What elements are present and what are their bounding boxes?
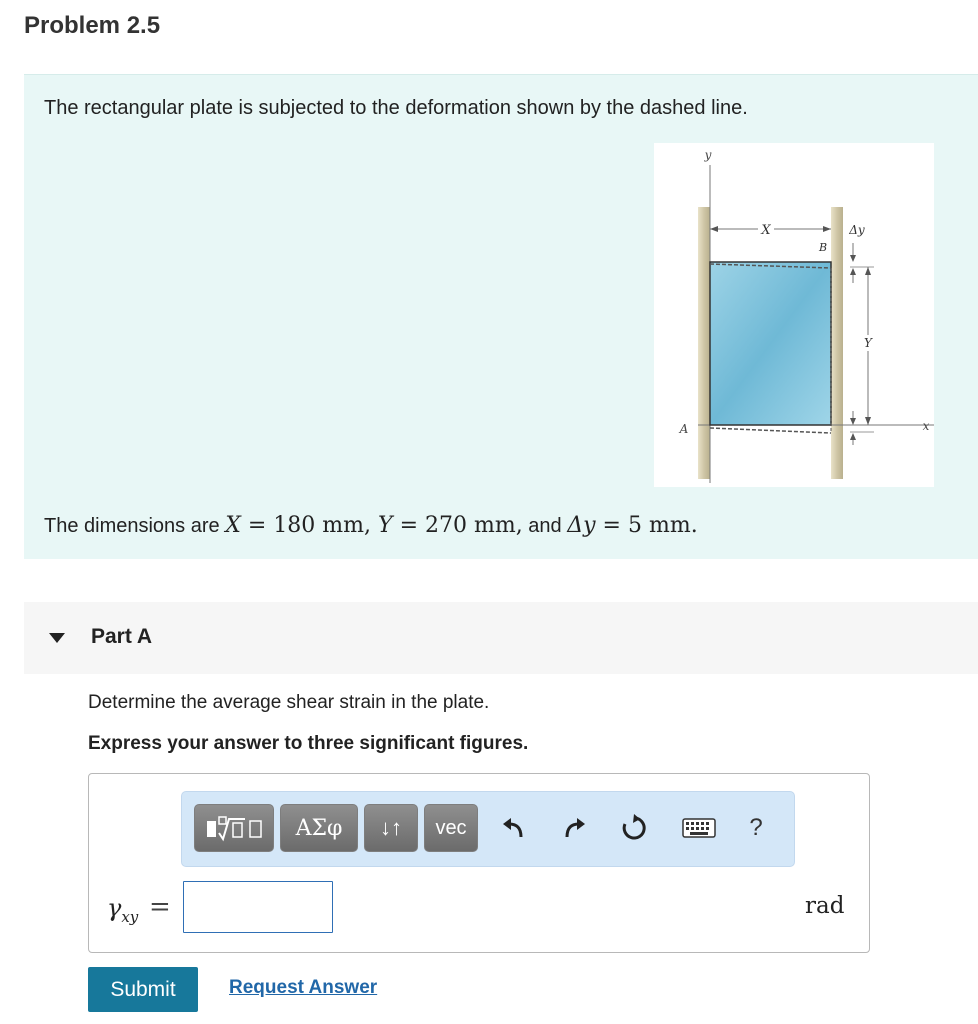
- problem-title: Problem 2.5: [24, 12, 161, 39]
- dims-math: X = 180 mm, Y = 270 mm,: [225, 513, 523, 538]
- label-Y: Y: [864, 336, 872, 350]
- part-a-header[interactable]: [24, 602, 978, 674]
- answer-input[interactable]: [183, 881, 333, 933]
- templates-icon: [203, 811, 265, 845]
- plate: [710, 262, 831, 425]
- label-y-axis: y: [704, 148, 712, 162]
- intro-text: The rectangular plate is subjected to the deformation shown by the dashed line.: [44, 97, 748, 119]
- request-answer-link[interactable]: Request Answer: [229, 977, 378, 998]
- undo-icon[interactable]: [496, 810, 532, 846]
- arrows-button[interactable]: ↓↑: [364, 804, 418, 852]
- help-icon[interactable]: ?: [749, 814, 763, 841]
- templates-button[interactable]: [194, 804, 274, 852]
- part-title: Part A: [91, 625, 153, 648]
- dimensions-text: The dimensions are X = 180 mm, Y = 270 mm, and Δy = 5 mm.: [44, 513, 698, 538]
- reset-icon[interactable]: [616, 810, 652, 846]
- right-wall: [831, 207, 843, 479]
- collapse-triangle-icon[interactable]: [48, 630, 66, 646]
- greek-symbols-button[interactable]: ΑΣφ: [280, 804, 358, 852]
- label-X: X: [761, 223, 771, 238]
- variable-label: $\gamma_{xy}$: [107, 894, 139, 926]
- label-B: B: [818, 241, 828, 254]
- plate-deformation-figure: [654, 143, 934, 487]
- deformed-bottom-edge: [710, 428, 831, 433]
- label-dy: Δy: [849, 223, 865, 237]
- problem-intro-panel: [24, 74, 978, 559]
- instruction-text: Express your answer to three significant figures.: [88, 733, 529, 754]
- vector-button[interactable]: vec: [424, 804, 478, 852]
- submit-button[interactable]: Submit: [88, 967, 198, 1012]
- question-text: Determine the average shear strain in the plate.: [88, 692, 490, 713]
- redo-icon[interactable]: [556, 810, 592, 846]
- label-x-axis: x: [922, 419, 930, 433]
- answer-box: [88, 773, 870, 953]
- left-wall: [698, 207, 710, 479]
- keyboard-icon[interactable]: [678, 810, 720, 846]
- unit-label: rad: [805, 893, 845, 919]
- dims-prefix: The dimensions are: [44, 515, 226, 537]
- label-A: A: [679, 422, 689, 436]
- math-toolbar: [181, 791, 795, 867]
- equals-sign: =: [149, 892, 171, 922]
